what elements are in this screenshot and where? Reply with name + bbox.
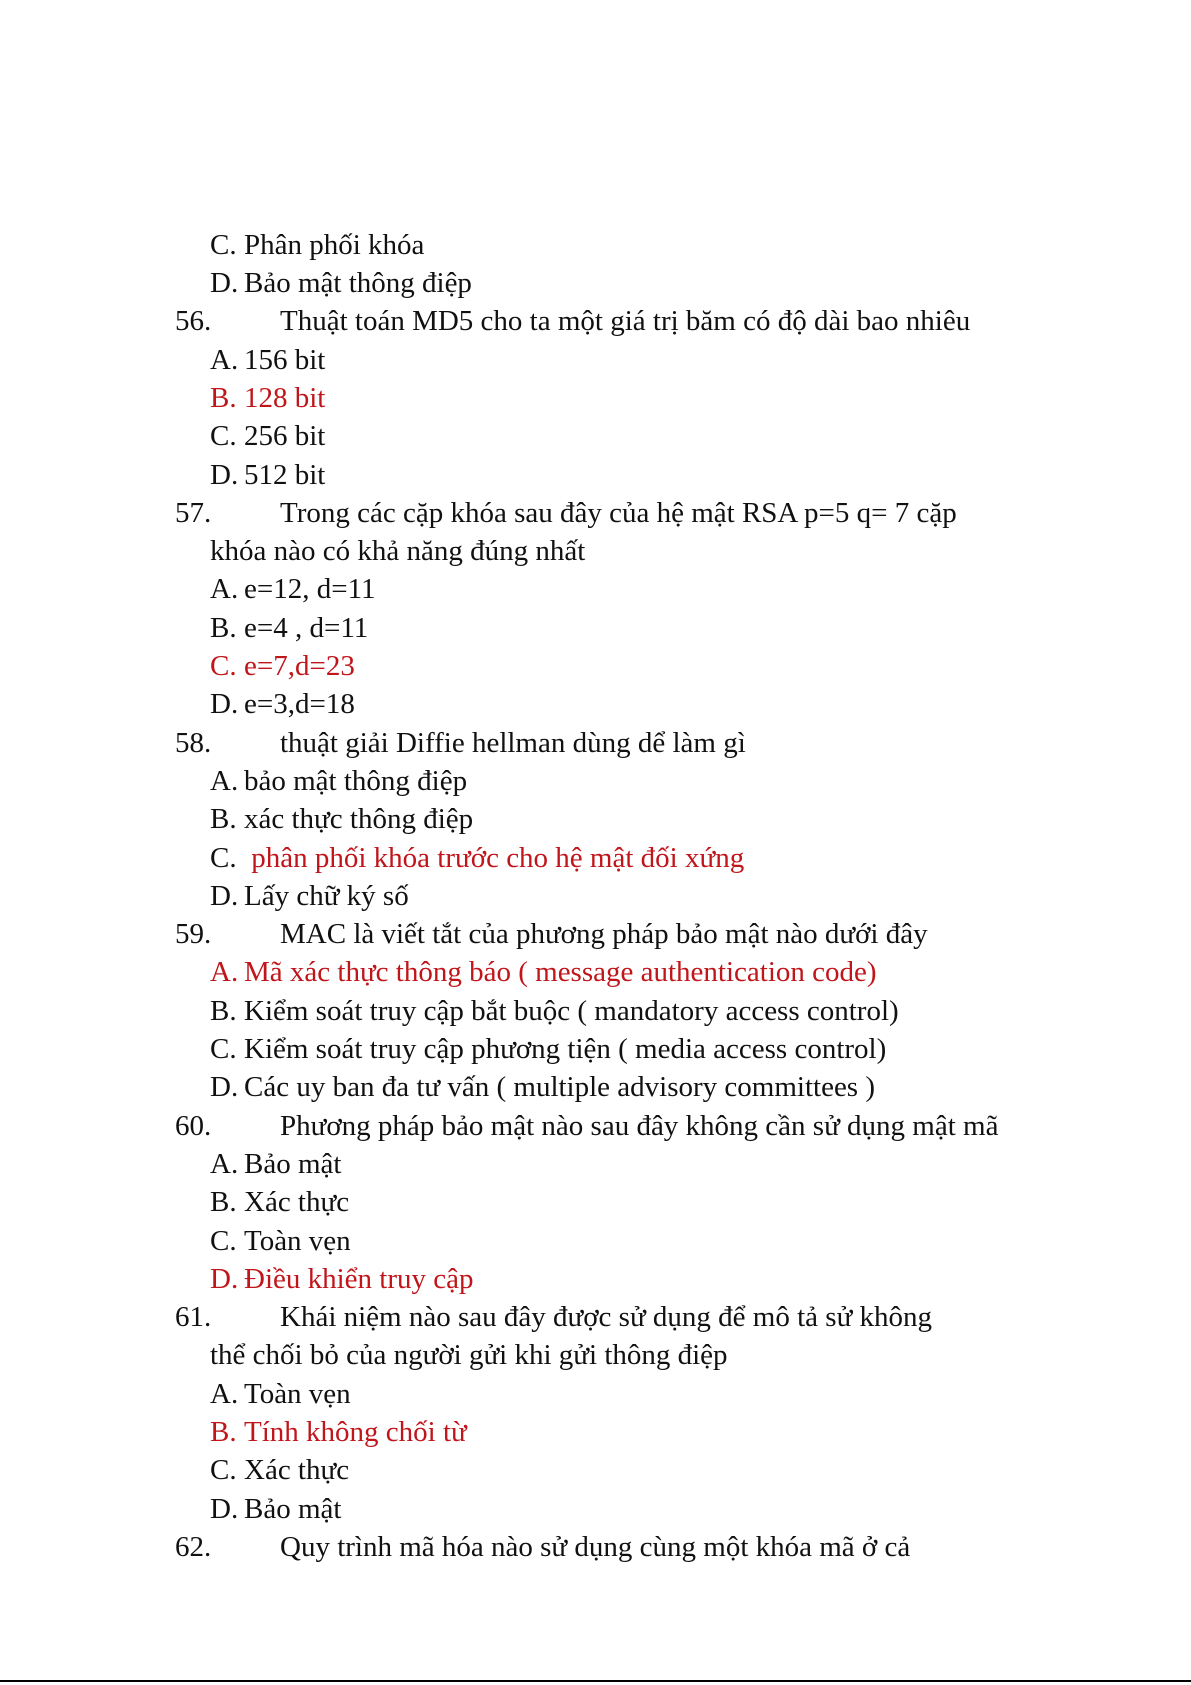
question-62: 62. Quy trình mã hóa nào sử dụng cùng một khóa mã ở cả [175, 1531, 911, 1563]
option-c: C. Xác thực [210, 1454, 350, 1486]
option-a: A. e=12, d=11 [210, 573, 376, 605]
question-61: 61. Khái niệm nào sau đây được sử dụng để mô tả sử không [175, 1301, 933, 1333]
option-a: A. Toàn vẹn [210, 1378, 351, 1410]
question-58: 58. thuật giải Diffie hellman dùng dể làm gì [175, 727, 746, 759]
option-c: C. Toàn vẹn [210, 1225, 351, 1257]
question-57: 57. Trong các cặp khóa sau đây của hệ mật RSA p=5 q= 7 cặp [175, 497, 957, 529]
option-a: A. 156 bit [210, 344, 326, 376]
option-c-correct: C. e=7,d=23 [210, 650, 355, 682]
page-bottom-rule [0, 1680, 1191, 1682]
option-d-correct: D. Điều khiển truy cập [210, 1263, 474, 1295]
option-d: D. Các uy ban đa tư vấn ( multiple advisory committees ) [210, 1071, 876, 1103]
question-56: 56. Thuật toán MD5 cho ta một giá trị băm có độ dài bao nhiêu [175, 305, 971, 337]
option-c: C. Phân phối khóa [210, 229, 425, 261]
option-d: D. e=3,d=18 [210, 688, 355, 720]
option-d: D. 512 bit [210, 459, 326, 491]
question-59: 59. MAC là viết tắt của phương pháp bảo mật nào dưới đây [175, 918, 928, 950]
option-b: B. e=4 , d=11 [210, 612, 369, 644]
option-b: B. xác thực thông điệp [210, 803, 474, 835]
option-d: D. Bảo mật [210, 1493, 342, 1525]
option-c-correct: C. phân phối khóa trước cho hệ mật đối xứng [210, 842, 745, 874]
option-c: C. 256 bit [210, 420, 326, 452]
option-b-correct: B. 128 bit [210, 382, 326, 414]
option-b-correct: B. Tính không chối từ [210, 1416, 467, 1448]
option-a: A. Bảo mật [210, 1148, 342, 1180]
option-a: A. bảo mật thông điệp [210, 765, 468, 797]
question-61-continuation: thể chối bỏ của người gửi khi gửi thông điệp [210, 1339, 728, 1371]
option-a-correct: A. Mã xác thực thông báo ( message authentication code) [210, 956, 877, 988]
option-d: D. Lấy chữ ký số [210, 880, 409, 912]
question-57-continuation: khóa nào có khả năng đúng nhất [210, 535, 586, 567]
option-b: B. Kiểm soát truy cập bắt buộc ( mandatory access control) [210, 995, 899, 1027]
option-b: B. Xác thực [210, 1186, 350, 1218]
option-c: C. Kiểm soát truy cập phương tiện ( media access control) [210, 1033, 887, 1065]
option-d: D. Bảo mật thông điệp [210, 267, 472, 299]
question-60: 60. Phương pháp bảo mật nào sau đây không cần sử dụng mật mã [175, 1110, 999, 1142]
